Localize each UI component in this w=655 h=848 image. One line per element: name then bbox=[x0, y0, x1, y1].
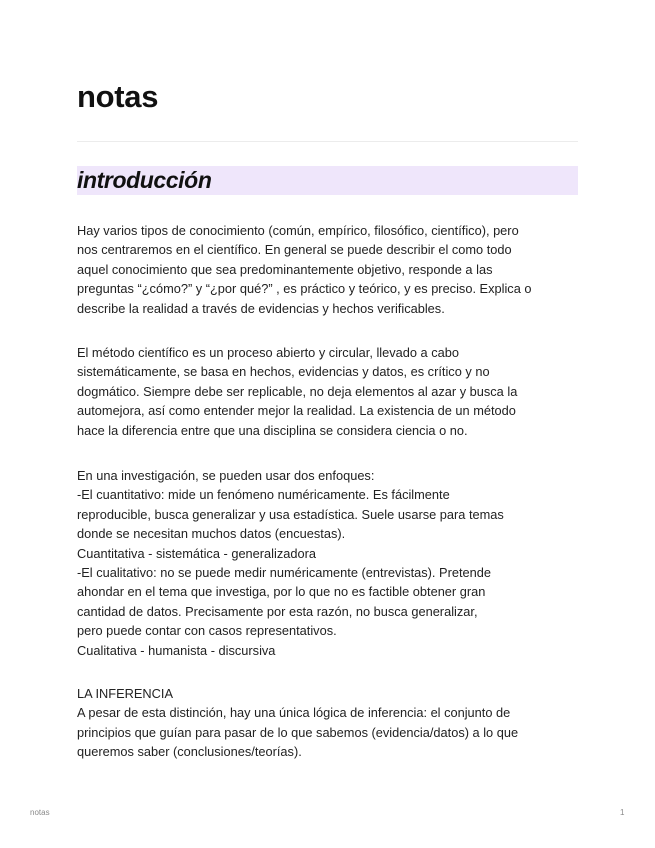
text-line: nos centraremos en el científico. En general se puede describir el como todo bbox=[77, 242, 512, 258]
subheading-inference: LA INFERENCIA bbox=[77, 686, 174, 701]
footer-document-name: notas bbox=[30, 808, 50, 817]
paragraph-knowledge-types bbox=[77, 221, 578, 318]
footer-page-number: 1 bbox=[620, 808, 625, 817]
text-line: reproducible, busca generalizar y usa estadística. Suele usarse para temas bbox=[77, 506, 504, 522]
text-line: donde se necesitan muchos datos (encuestas). bbox=[77, 526, 346, 542]
paragraph-scientific-method bbox=[77, 343, 578, 440]
text-line: ahondar en el tema que investiga, por lo que no es factible obtener gran bbox=[77, 584, 486, 600]
text-line: describe la realidad a través de evidencias y hechos verificables. bbox=[77, 300, 445, 316]
text-line: dogmático. Siempre debe ser replicable, no deja elementos al azar y busca la bbox=[77, 383, 518, 399]
text-line: En una investigación, se pueden usar dos enfoques: bbox=[77, 468, 375, 483]
text-line: automejora, así como entender mejor la realidad. La existencia de un método bbox=[77, 403, 516, 419]
text-line: -El cualitativo: no se puede medir numéricamente (entrevistas). Pretende bbox=[77, 565, 491, 581]
text-line: Hay varios tipos de conocimiento (común, empírico, filosófico, científico), pero bbox=[77, 223, 519, 238]
text-line: A pesar de esta distinción, hay una única lógica de inferencia: el conjunto de bbox=[77, 705, 511, 721]
text-line: queremos saber (conclusiones/teorías). bbox=[77, 744, 302, 760]
text-line: principios que guían para pasar de lo que sabemos (evidencia/datos) a lo que bbox=[77, 724, 519, 740]
text-line: cantidad de datos. Precisamente por esta razón, no busca generalizar, bbox=[77, 603, 478, 619]
text-line: Cualitativa - humanista - discursiva bbox=[77, 642, 276, 658]
section-heading: introducción bbox=[77, 166, 578, 195]
text-line: hace la diferencia entre que una disciplina se considera ciencia o no. bbox=[77, 422, 468, 438]
text-line: sistemáticamente, se basa en hechos, evidencias y datos, es crítico y no bbox=[77, 364, 490, 380]
page-title: notas bbox=[77, 79, 159, 114]
text-line: aquel conocimiento que sea predominantemente objetivo, responde a las bbox=[77, 261, 493, 277]
text-line: pero puede contar con casos representativos. bbox=[77, 623, 337, 639]
text-line: -El cuantitativo: mide un fenómeno numéricamente. Es fácilmente bbox=[77, 487, 450, 503]
text-line: El método científico es un proceso abierto y circular, llevado a cabo bbox=[77, 345, 459, 360]
title-divider bbox=[77, 141, 578, 142]
text-line: preguntas “¿cómo?” y “¿por qué?” , es práctico y teórico, y es preciso. Explica o bbox=[77, 281, 532, 297]
paragraph-research-approaches bbox=[77, 466, 578, 660]
paragraph-inference bbox=[77, 684, 578, 762]
text-line: Cuantitativa - sistemática - generalizadora bbox=[77, 545, 316, 561]
